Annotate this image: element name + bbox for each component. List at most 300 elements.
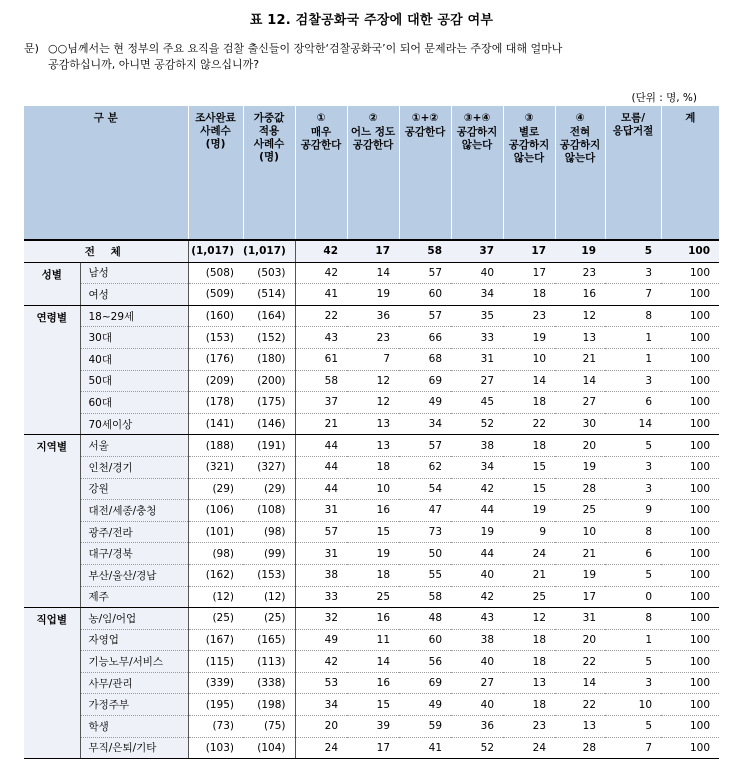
cell: (167) bbox=[188, 629, 243, 651]
table-row bbox=[24, 543, 719, 565]
cell: 53 bbox=[295, 672, 347, 694]
cell: 47 bbox=[399, 500, 451, 522]
table-row bbox=[24, 370, 719, 392]
cell: (339) bbox=[188, 672, 243, 694]
cell: 17 bbox=[347, 737, 399, 759]
cell: (1,017) bbox=[188, 240, 243, 262]
header-disagree-sum: ③+④ 공감하지 않는다 bbox=[451, 106, 503, 240]
cell: 23 bbox=[555, 262, 605, 284]
table-row bbox=[24, 478, 719, 500]
cell: 9 bbox=[605, 500, 661, 522]
cell: 3 bbox=[605, 672, 661, 694]
cell: 43 bbox=[295, 327, 347, 349]
cell: 17 bbox=[503, 240, 555, 262]
cell: 12 bbox=[555, 305, 605, 327]
cell: 27 bbox=[451, 370, 503, 392]
table-title: 표 12. 검찰공화국 주장에 대한 공감 여부 bbox=[249, 13, 494, 28]
cell: (321) bbox=[188, 456, 243, 478]
row-label: 농/임/어업 bbox=[80, 608, 188, 630]
cell: 12 bbox=[503, 608, 555, 630]
cell: 38 bbox=[451, 435, 503, 457]
table-row bbox=[24, 651, 719, 673]
cell: 42 bbox=[295, 651, 347, 673]
cell: (165) bbox=[243, 629, 295, 651]
cell: 100 bbox=[661, 262, 719, 284]
cell: (509) bbox=[188, 284, 243, 306]
row-label: 대구/경북 bbox=[80, 543, 188, 565]
table-row bbox=[24, 737, 719, 759]
cell: (104) bbox=[243, 737, 295, 759]
row-label: 대전/세종/충청 bbox=[80, 500, 188, 522]
cell: (152) bbox=[243, 327, 295, 349]
cell: 19 bbox=[503, 327, 555, 349]
cell: 19 bbox=[555, 240, 605, 262]
cell: 21 bbox=[555, 348, 605, 370]
cell: 1 bbox=[605, 348, 661, 370]
cell: (191) bbox=[243, 435, 295, 457]
cell: 19 bbox=[555, 456, 605, 478]
row-label: 가정주부 bbox=[80, 694, 188, 716]
cell: 22 bbox=[555, 651, 605, 673]
cell: (113) bbox=[243, 651, 295, 673]
cell: 57 bbox=[399, 262, 451, 284]
cell: (514) bbox=[243, 284, 295, 306]
header-total: 계 bbox=[661, 106, 719, 240]
cell: 69 bbox=[399, 370, 451, 392]
cell: 22 bbox=[295, 305, 347, 327]
cell: 100 bbox=[661, 435, 719, 457]
cell: 27 bbox=[555, 392, 605, 414]
cell: 100 bbox=[661, 392, 719, 414]
cell: 17 bbox=[503, 262, 555, 284]
cell: 100 bbox=[661, 586, 719, 608]
cell: (175) bbox=[243, 392, 295, 414]
cell: 13 bbox=[347, 413, 399, 435]
cell: 42 bbox=[295, 240, 347, 262]
cell: 21 bbox=[503, 564, 555, 586]
cell: 100 bbox=[661, 716, 719, 738]
cell: 73 bbox=[399, 521, 451, 543]
cell: 10 bbox=[605, 694, 661, 716]
cell: 13 bbox=[555, 327, 605, 349]
cell: 14 bbox=[503, 370, 555, 392]
group-label: 연령별 bbox=[24, 305, 80, 435]
cell: 10 bbox=[503, 348, 555, 370]
cell: 20 bbox=[295, 716, 347, 738]
cell: (195) bbox=[188, 694, 243, 716]
cell: 14 bbox=[555, 370, 605, 392]
table-body bbox=[24, 240, 719, 759]
cell: 54 bbox=[399, 478, 451, 500]
cell: (153) bbox=[188, 327, 243, 349]
results-table bbox=[24, 106, 719, 759]
cell: 50 bbox=[399, 543, 451, 565]
cell: 38 bbox=[295, 564, 347, 586]
table-row bbox=[24, 672, 719, 694]
cell: 41 bbox=[295, 284, 347, 306]
cell: (180) bbox=[243, 348, 295, 370]
cell: 8 bbox=[605, 521, 661, 543]
cell: 40 bbox=[451, 262, 503, 284]
header-completed-cases: 조사완료 사례수 (명) bbox=[188, 106, 243, 240]
cell: 36 bbox=[347, 305, 399, 327]
cell: 3 bbox=[605, 456, 661, 478]
cell: 31 bbox=[451, 348, 503, 370]
total-row bbox=[24, 240, 719, 262]
cell: 100 bbox=[661, 629, 719, 651]
cell: 1 bbox=[605, 629, 661, 651]
cell: 100 bbox=[661, 608, 719, 630]
cell: 57 bbox=[399, 435, 451, 457]
cell: 23 bbox=[503, 305, 555, 327]
cell: (338) bbox=[243, 672, 295, 694]
header-weighted-cases: 가중값 적용 사례수 (명) bbox=[243, 106, 295, 240]
cell: 19 bbox=[451, 521, 503, 543]
cell: 18 bbox=[503, 435, 555, 457]
table-row bbox=[24, 348, 719, 370]
cell: (12) bbox=[188, 586, 243, 608]
cell: 33 bbox=[295, 586, 347, 608]
cell: (29) bbox=[188, 478, 243, 500]
cell: 43 bbox=[451, 608, 503, 630]
cell: 100 bbox=[661, 327, 719, 349]
cell: 23 bbox=[347, 327, 399, 349]
row-label: 여성 bbox=[80, 284, 188, 306]
table-row bbox=[24, 392, 719, 414]
cell: (146) bbox=[243, 413, 295, 435]
cell: 100 bbox=[661, 521, 719, 543]
cell: (153) bbox=[243, 564, 295, 586]
unit-note: (단위 : 명, %) bbox=[631, 92, 697, 104]
table-row bbox=[24, 305, 719, 327]
total-row-label: 전 체 bbox=[24, 240, 188, 262]
cell: 7 bbox=[347, 348, 399, 370]
cell: 15 bbox=[347, 521, 399, 543]
table-row bbox=[24, 608, 719, 630]
cell: 12 bbox=[347, 370, 399, 392]
table-row bbox=[24, 435, 719, 457]
cell: (188) bbox=[188, 435, 243, 457]
cell: (1,017) bbox=[243, 240, 295, 262]
row-label: 무직/은퇴/기타 bbox=[80, 737, 188, 759]
cell: (98) bbox=[243, 521, 295, 543]
cell: 58 bbox=[399, 586, 451, 608]
cell: 5 bbox=[605, 435, 661, 457]
cell: (99) bbox=[243, 543, 295, 565]
header-strongly-disagree: ④ 전혀 공감하지 않는다 bbox=[555, 106, 605, 240]
cell: 100 bbox=[661, 694, 719, 716]
cell: 10 bbox=[555, 521, 605, 543]
cell: 58 bbox=[295, 370, 347, 392]
cell: (25) bbox=[243, 608, 295, 630]
table-row bbox=[24, 694, 719, 716]
cell: 14 bbox=[555, 672, 605, 694]
row-label: 사무/관리 bbox=[80, 672, 188, 694]
cell: 33 bbox=[451, 327, 503, 349]
cell: 18 bbox=[503, 651, 555, 673]
cell: 24 bbox=[295, 737, 347, 759]
cell: 19 bbox=[555, 564, 605, 586]
table-row bbox=[24, 327, 719, 349]
cell: 52 bbox=[451, 737, 503, 759]
cell: 16 bbox=[555, 284, 605, 306]
cell: 19 bbox=[347, 543, 399, 565]
cell: 100 bbox=[661, 543, 719, 565]
cell: (106) bbox=[188, 500, 243, 522]
cell: 22 bbox=[555, 694, 605, 716]
cell: 6 bbox=[605, 392, 661, 414]
cell: 24 bbox=[503, 543, 555, 565]
cell: 44 bbox=[295, 456, 347, 478]
cell: (75) bbox=[243, 716, 295, 738]
table-row bbox=[24, 262, 719, 284]
cell: 49 bbox=[399, 694, 451, 716]
row-label: 60대 bbox=[80, 392, 188, 414]
row-label: 인천/경기 bbox=[80, 456, 188, 478]
row-label: 50대 bbox=[80, 370, 188, 392]
cell: 32 bbox=[295, 608, 347, 630]
table-row bbox=[24, 456, 719, 478]
cell: 5 bbox=[605, 564, 661, 586]
row-label: 강원 bbox=[80, 478, 188, 500]
cell: 18 bbox=[347, 564, 399, 586]
survey-question bbox=[24, 41, 704, 73]
cell: 27 bbox=[451, 672, 503, 694]
question-text-line2: 공감하십니까, 아니면 공감하지 않으십니까? bbox=[48, 58, 260, 71]
cell: 31 bbox=[295, 543, 347, 565]
cell: (101) bbox=[188, 521, 243, 543]
cell: 44 bbox=[295, 478, 347, 500]
table-row bbox=[24, 586, 719, 608]
cell: 34 bbox=[451, 284, 503, 306]
cell: 100 bbox=[661, 305, 719, 327]
cell: 18 bbox=[503, 392, 555, 414]
cell: 100 bbox=[661, 500, 719, 522]
cell: 40 bbox=[451, 694, 503, 716]
cell: 48 bbox=[399, 608, 451, 630]
cell: 49 bbox=[399, 392, 451, 414]
cell: 44 bbox=[451, 500, 503, 522]
cell: 42 bbox=[451, 586, 503, 608]
cell: 100 bbox=[661, 240, 719, 262]
cell: 100 bbox=[661, 737, 719, 759]
cell: 61 bbox=[295, 348, 347, 370]
question-text-line1: ○○님께서는 현 정부의 주요 요직을 검찰 출신들이 장악한‘검찰공화국’이 되어 문제라는 주장에 대해 얼마나 bbox=[48, 42, 563, 55]
cell: 100 bbox=[661, 564, 719, 586]
cell: 18 bbox=[503, 694, 555, 716]
cell: 57 bbox=[399, 305, 451, 327]
cell: 40 bbox=[451, 651, 503, 673]
cell: 8 bbox=[605, 608, 661, 630]
row-label: 학생 bbox=[80, 716, 188, 738]
cell: (164) bbox=[243, 305, 295, 327]
cell: (141) bbox=[188, 413, 243, 435]
cell: 13 bbox=[347, 435, 399, 457]
cell: 52 bbox=[451, 413, 503, 435]
table-row bbox=[24, 716, 719, 738]
cell: 37 bbox=[295, 392, 347, 414]
table-row bbox=[24, 564, 719, 586]
cell: 18 bbox=[503, 629, 555, 651]
cell: 44 bbox=[451, 543, 503, 565]
cell: 14 bbox=[347, 262, 399, 284]
row-label: 자영업 bbox=[80, 629, 188, 651]
cell: (200) bbox=[243, 370, 295, 392]
cell: 100 bbox=[661, 348, 719, 370]
cell: 57 bbox=[295, 521, 347, 543]
group-label: 지역별 bbox=[24, 435, 80, 608]
cell: 7 bbox=[605, 284, 661, 306]
cell: 16 bbox=[347, 672, 399, 694]
cell: (29) bbox=[243, 478, 295, 500]
cell: (25) bbox=[188, 608, 243, 630]
cell: 14 bbox=[347, 651, 399, 673]
cell: 13 bbox=[555, 716, 605, 738]
cell: 34 bbox=[295, 694, 347, 716]
cell: 28 bbox=[555, 737, 605, 759]
cell: 19 bbox=[347, 284, 399, 306]
cell: 24 bbox=[503, 737, 555, 759]
cell: 13 bbox=[503, 672, 555, 694]
cell: 35 bbox=[451, 305, 503, 327]
cell: 49 bbox=[295, 629, 347, 651]
cell: 8 bbox=[605, 305, 661, 327]
cell: 68 bbox=[399, 348, 451, 370]
cell: 20 bbox=[555, 435, 605, 457]
cell: 0 bbox=[605, 586, 661, 608]
cell: (162) bbox=[188, 564, 243, 586]
cell: 9 bbox=[503, 521, 555, 543]
cell: 36 bbox=[451, 716, 503, 738]
cell: (178) bbox=[188, 392, 243, 414]
cell: 56 bbox=[399, 651, 451, 673]
cell: (503) bbox=[243, 262, 295, 284]
row-label: 남성 bbox=[80, 262, 188, 284]
header-row bbox=[24, 106, 719, 240]
cell: (160) bbox=[188, 305, 243, 327]
cell: 3 bbox=[605, 262, 661, 284]
cell: (108) bbox=[243, 500, 295, 522]
table-row bbox=[24, 413, 719, 435]
row-label: 부산/울산/경남 bbox=[80, 564, 188, 586]
cell: 38 bbox=[451, 629, 503, 651]
table-row bbox=[24, 629, 719, 651]
row-label: 70세이상 bbox=[80, 413, 188, 435]
cell: 44 bbox=[295, 435, 347, 457]
row-label: 기능노무/서비스 bbox=[80, 651, 188, 673]
cell: 58 bbox=[399, 240, 451, 262]
header-category: 구 분 bbox=[24, 106, 188, 240]
cell: 5 bbox=[605, 716, 661, 738]
cell: (12) bbox=[243, 586, 295, 608]
cell: 25 bbox=[347, 586, 399, 608]
cell: 45 bbox=[451, 392, 503, 414]
cell: 10 bbox=[347, 478, 399, 500]
cell: 59 bbox=[399, 716, 451, 738]
cell: (115) bbox=[188, 651, 243, 673]
cell: 15 bbox=[503, 478, 555, 500]
cell: (198) bbox=[243, 694, 295, 716]
cell: 17 bbox=[347, 240, 399, 262]
cell: 21 bbox=[295, 413, 347, 435]
cell: 12 bbox=[347, 392, 399, 414]
cell: 100 bbox=[661, 456, 719, 478]
cell: 15 bbox=[503, 456, 555, 478]
table-row bbox=[24, 284, 719, 306]
cell: 55 bbox=[399, 564, 451, 586]
cell: 100 bbox=[661, 413, 719, 435]
cell: 11 bbox=[347, 629, 399, 651]
cell: 31 bbox=[555, 608, 605, 630]
cell: 60 bbox=[399, 284, 451, 306]
cell: (209) bbox=[188, 370, 243, 392]
cell: 30 bbox=[555, 413, 605, 435]
header-agree-sum: ①+② 공감한다 bbox=[399, 106, 451, 240]
cell: 18 bbox=[503, 284, 555, 306]
cell: 22 bbox=[503, 413, 555, 435]
header-strongly-agree: ① 매우 공감한다 bbox=[295, 106, 347, 240]
cell: 15 bbox=[347, 694, 399, 716]
cell: 1 bbox=[605, 327, 661, 349]
cell: 100 bbox=[661, 284, 719, 306]
cell: (176) bbox=[188, 348, 243, 370]
cell: 100 bbox=[661, 651, 719, 673]
group-label: 직업별 bbox=[24, 608, 80, 759]
cell: 60 bbox=[399, 629, 451, 651]
cell: (508) bbox=[188, 262, 243, 284]
cell: 5 bbox=[605, 651, 661, 673]
cell: 31 bbox=[295, 500, 347, 522]
cell: 34 bbox=[451, 456, 503, 478]
cell: 100 bbox=[661, 370, 719, 392]
cell: 37 bbox=[451, 240, 503, 262]
cell: 41 bbox=[399, 737, 451, 759]
cell: 28 bbox=[555, 478, 605, 500]
cell: 16 bbox=[347, 608, 399, 630]
row-label: 서울 bbox=[80, 435, 188, 457]
cell: 7 bbox=[605, 737, 661, 759]
cell: 25 bbox=[503, 586, 555, 608]
cell: 14 bbox=[605, 413, 661, 435]
cell: 100 bbox=[661, 672, 719, 694]
row-label: 30대 bbox=[80, 327, 188, 349]
group-label: 성별 bbox=[24, 262, 80, 305]
cell: 69 bbox=[399, 672, 451, 694]
question-label: 문) bbox=[24, 42, 39, 55]
cell: 16 bbox=[347, 500, 399, 522]
cell: (98) bbox=[188, 543, 243, 565]
cell: 62 bbox=[399, 456, 451, 478]
cell: 100 bbox=[661, 478, 719, 500]
cell: 25 bbox=[555, 500, 605, 522]
table-row bbox=[24, 521, 719, 543]
row-label: 40대 bbox=[80, 348, 188, 370]
cell: 66 bbox=[399, 327, 451, 349]
cell: (73) bbox=[188, 716, 243, 738]
cell: 18 bbox=[347, 456, 399, 478]
header-dont-know: 모름/ 응답거절 bbox=[605, 106, 661, 240]
header-somewhat-disagree: ③ 별로 공감하지 않는다 bbox=[503, 106, 555, 240]
header-somewhat-agree: ② 어느 정도 공감한다 bbox=[347, 106, 399, 240]
cell: (327) bbox=[243, 456, 295, 478]
cell: 3 bbox=[605, 478, 661, 500]
cell: 20 bbox=[555, 629, 605, 651]
cell: 39 bbox=[347, 716, 399, 738]
row-label: 18~29세 bbox=[80, 305, 188, 327]
cell: 40 bbox=[451, 564, 503, 586]
cell: 21 bbox=[555, 543, 605, 565]
row-label: 제주 bbox=[80, 586, 188, 608]
